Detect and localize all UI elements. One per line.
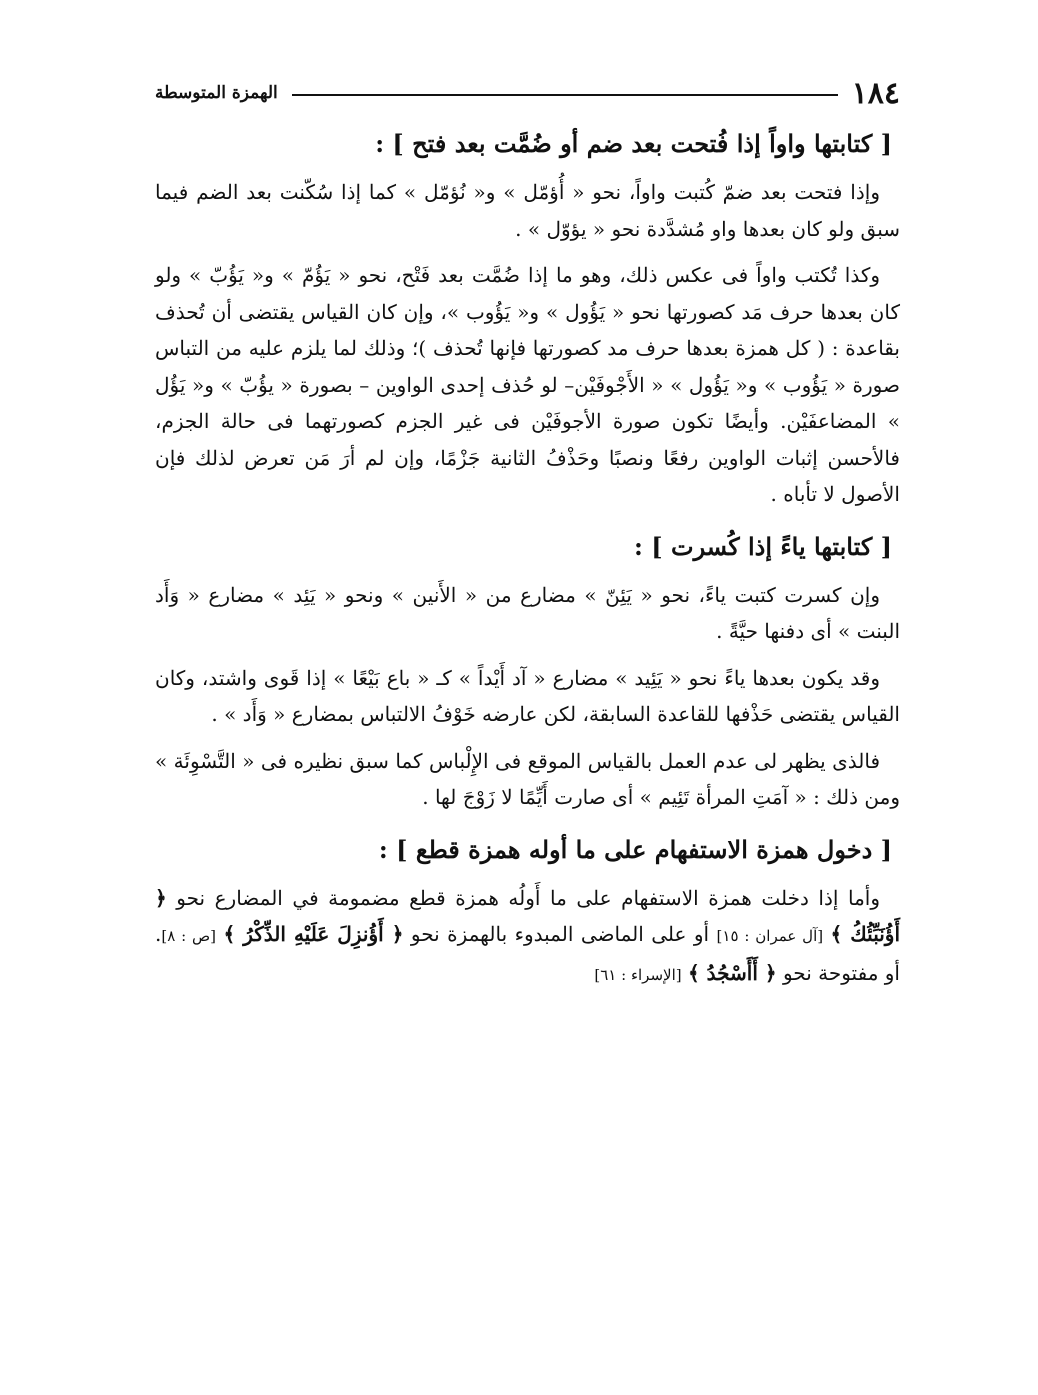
paragraph: وإذا فتحت بعد ضمّ كُتبت واواً، نحو « أُؤمّل » و« نُؤمّل » كما إذا سُكّنت بعد الضم فيما سبق ولو كان بعدها واو مُشدَّدة نحو « يؤوّل » . [155, 180, 900, 241]
document-page [155, 70, 900, 1380]
running-head [155, 70, 900, 116]
verse-reference: [آل عمران : ١٥] [716, 927, 824, 945]
paragraph-text: . أو مفتوحة نحو [155, 922, 900, 985]
section-heading: [ دخول همزة الاستفهام على ما أوله همزة قطع ] : [378, 834, 892, 864]
section-heading: [ كتابتها واواً إذا فُتحت بعد ضم أو ضُمَّت بعد فتح ] : [375, 129, 892, 158]
paragraph: وقد يكون بعدها ياءً نحو « يَئِيد » مضارع « آد أَيْداً » كـ « باع بَيْعًا » إذا قَوى واشتد، وكان القياس يقتضى حَذْفها للقاعدة السابقة، لكن عارضه خَوْفُ الالتباس بمضارع « وَأَد » . [155, 665, 900, 726]
paragraph: وإن كسرت كتبت ياءً، نحو « يَئِنّ » مضارع من « الأَنين » ونحو « يَئِد » مضارع « وَأَد البنت » أى دفنها حيَّةً . [155, 582, 900, 643]
header-rule [292, 94, 838, 96]
quran-verse: ﴿ أَؤُنزِلَ عَلَيْهِ الذِّكْرُ ﴾ [223, 922, 404, 946]
paragraph: وكذا تُكتب واواً فى عكس ذلك، وهو ما إذا ضُمَّت بعد فَتْح، نحو « يَؤُمّ » و« يَؤُبّ » ولو كان بعدها حرف مَد كصورتها نحو « يَؤُول » و« يَؤُوب »، وإن كان القياس يقتضى أن تُحذف بقاعدة : ( كل همزة بعدها حرف مد كصورتها فإنها تُحذف )؛ وذلك لما يلزم عليه من التباس صورة « يَؤُوب » و« يَؤُول » « الأَجْوفَيْن– لو حُذف إحدى الواوين – بصورة « يؤُبّ » و« يَؤُل » المضاعفَيْن. وأيضًا تكون صورة الأجوفَيْن فى غير الجزم كصورتهما فى حالة الجزم، فالأحسن إثبات الواوين رفعًا ونصبًا وحَذْفُ الثانية جَزْمًا، وإن لم أرَ مَن تعرض لذلك فإن الأصول لا تأباه . [155, 263, 900, 506]
verse-reference: [الإسراء : ٦١] [594, 965, 682, 984]
paragraph-text: وأما إذا دخلت همزة الاستفهام على ما أَولُه همزة قطع مضمومة في المضارع نحو [176, 885, 881, 910]
paragraph-text: أو على الماضى المبدوء بالهمزة نحو [410, 922, 710, 946]
running-section-title: الهمزة المتوسطة [155, 83, 278, 103]
quran-verse: ﴿ أَؤُنَبِّئُكُ ﴾ [155, 885, 901, 946]
quran-verse: ﴿ أَأَسْجُدُ ﴾ [687, 960, 777, 985]
paragraph [155, 880, 900, 994]
page-number: ١٨٤ [851, 75, 900, 111]
paragraph: فالذى يظهر لى عدم العمل بالقياس الموقع فى الإِلْباس كما سبق نظيره فى « التَّسْوِئَة » ومن ذلك : « آمَتِ المرأة تَئِيم » أى صارت أَيِّمًا لا زَوْجَ لها . [155, 748, 900, 809]
section-heading: [ كتابتها ياءً إذا كُسرت ] : [634, 531, 892, 561]
verse-reference: [ص : ٨] [161, 927, 217, 945]
